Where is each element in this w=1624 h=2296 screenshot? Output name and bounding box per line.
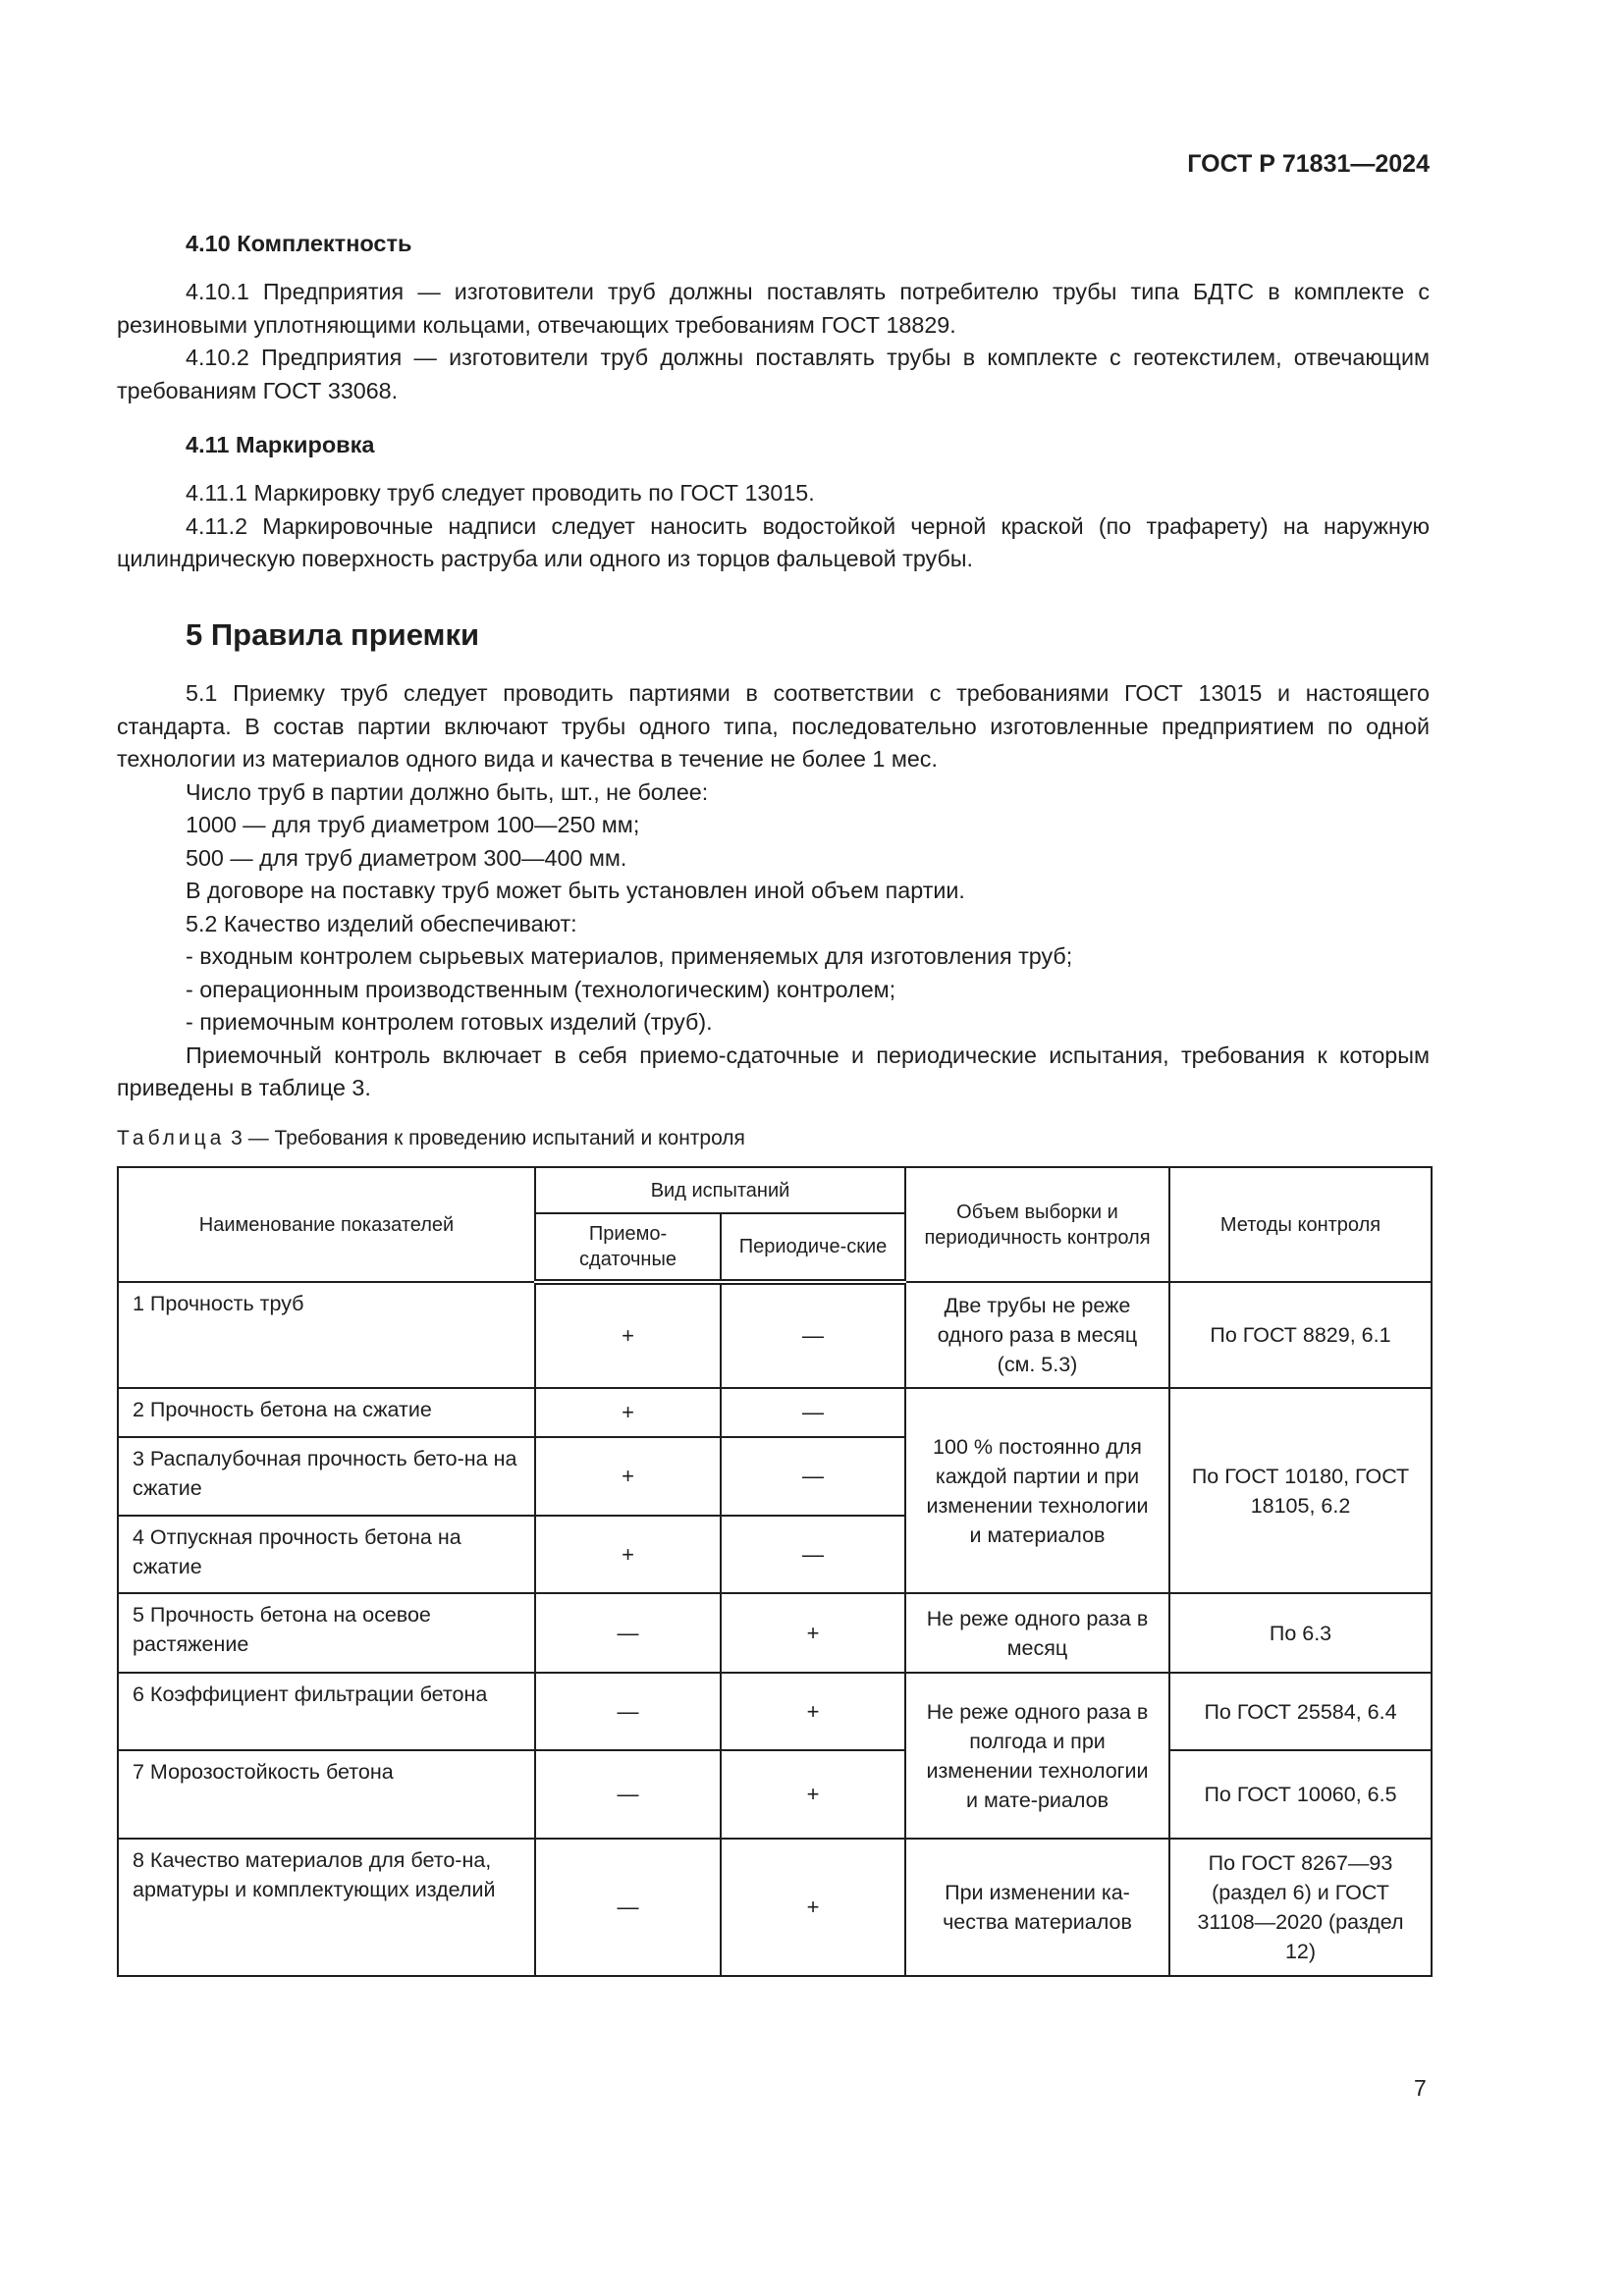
contract-note: В договоре на поставку труб может быть установлен иной объем партии. [186, 878, 965, 903]
row-methods: По 6.3 [1169, 1593, 1432, 1673]
table-row [118, 1593, 1432, 1673]
row-acceptance: + [535, 1516, 721, 1593]
row-periodic: — [721, 1388, 905, 1437]
table-caption [117, 1125, 745, 1152]
row-periodic: — [721, 1282, 905, 1388]
page-number: 7 [1414, 2075, 1427, 2101]
section-5-body [117, 677, 1430, 1105]
row-periodic: + [721, 1593, 905, 1673]
table-row [118, 1839, 1432, 1976]
acceptance-control-paragraph: Приемочный контроль включает в себя приемо-сдаточные и периодические испытания, требования к которым приведены в таблице 3. [117, 1041, 1430, 1100]
section-5-title: 5 Правила приемки [186, 617, 480, 652]
row-periodic: + [721, 1673, 905, 1750]
paragraph-4-11-1: 4.11.1 Маркировку труб следует проводить по ГОСТ 13015. [186, 480, 815, 506]
row-acceptance: — [535, 1839, 721, 1976]
table-caption-text: 3 — Требования к проведению испытаний и контроля [225, 1127, 745, 1149]
bullet-item: - операционным производственным (технологическим) контролем; [186, 976, 896, 1002]
row-methods: По ГОСТ 10060, 6.5 [1169, 1750, 1432, 1839]
bullet-item: - входным контролем сырьевых материалов, применяемых для изготовления труб; [186, 943, 1073, 969]
section-4-10-body [117, 276, 1430, 407]
table-caption-label: Таблица [117, 1127, 226, 1149]
row-name: 8 Качество материалов для бето-на, арматуры и комплектующих изделий [118, 1839, 535, 1976]
paragraph-4-10-1: 4.10.1 Предприятия — изготовители труб должны поставлять потребителю трубы типа БДТС в комплекте с резиновыми уплотняющими кольцами, отвечающих требованиям ГОСТ 18829. [117, 279, 1430, 338]
document-id: ГОСТ Р 71831—2024 [1187, 150, 1430, 178]
paragraph-4-11-2: 4.11.2 Маркировочные надписи следует наносить водостойкой черной краской (по трафарету) на наружную цилиндрическую поверхность раструба или одного из торцов фальцевой трубы. [117, 512, 1430, 571]
header-periodic: Периодиче-ские [721, 1213, 905, 1282]
table-row [118, 1673, 1432, 1750]
row-periodic: + [721, 1750, 905, 1839]
row-periodic: — [721, 1437, 905, 1516]
paragraph-5-2: 5.2 Качество изделий обеспечивают: [186, 910, 577, 936]
row-acceptance: — [535, 1750, 721, 1839]
row-name: 7 Морозостойкость бетона [118, 1750, 535, 1839]
requirements-table [117, 1166, 1433, 1977]
row-sample: Не реже одного раза в месяц [905, 1593, 1169, 1673]
row-methods: По ГОСТ 8267—93 (раздел 6) и ГОСТ 31108—2020 (раздел 12) [1169, 1839, 1432, 1976]
header-sample: Объем выборки и периодичность контроля [905, 1167, 1169, 1282]
row-methods: По ГОСТ 25584, 6.4 [1169, 1673, 1432, 1750]
paragraph-4-10-2: 4.10.2 Предприятия — изготовители труб должны поставлять трубы в комплекте с геотекстилем, отвечающим требованиям ГОСТ 33068. [117, 345, 1430, 403]
row-name: 2 Прочность бетона на сжатие [118, 1388, 535, 1437]
row-name: 4 Отпускная прочность бетона на сжатие [118, 1516, 535, 1593]
row-acceptance: + [535, 1282, 721, 1388]
header-methods: Методы контроля [1169, 1167, 1432, 1282]
row-sample: Две трубы не реже одного раза в месяц (см. 5.3) [905, 1282, 1169, 1388]
row-periodic: — [721, 1516, 905, 1593]
row-sample: 100 % постоянно для каждой партии и при изменении технологии и материалов [905, 1388, 1169, 1593]
row-acceptance: + [535, 1388, 721, 1437]
row-acceptance: — [535, 1593, 721, 1673]
row-acceptance: — [535, 1673, 721, 1750]
row-acceptance: + [535, 1437, 721, 1516]
table-row [118, 1388, 1432, 1437]
section-4-11-body [117, 477, 1430, 576]
batch-count-2: 500 — для труб диаметром 300—400 мм. [186, 844, 627, 871]
batch-count-intro: Число труб в партии должно быть, шт., не более: [186, 778, 709, 805]
row-name: 5 Прочность бетона на осевое растяжение [118, 1593, 535, 1673]
section-4-11-title: 4.11 Маркировка [186, 432, 375, 457]
paragraph-5-1: 5.1 Приемку труб следует проводить партиями в соответствии с требованиями ГОСТ 13015 и настоящего стандарта. В состав партии включают трубы одного типа, последовательно изготовленные предприятием по одной технологии из материалов одного вида и качества в течение не более 1 мес. [117, 680, 1430, 772]
bullet-item: - приемочным контролем готовых изделий (труб). [186, 1009, 713, 1035]
row-sample: Не реже одного раза в полгода и при изменении технологии и мате-риалов [905, 1673, 1169, 1839]
row-name: 3 Распалубочная прочность бето-на на сжатие [118, 1437, 535, 1516]
header-acceptance: Приемо-сдаточные [535, 1213, 721, 1282]
table-row [118, 1750, 1432, 1839]
header-test-kind: Вид испытаний [535, 1167, 905, 1213]
row-methods: По ГОСТ 8829, 6.1 [1169, 1282, 1432, 1388]
row-methods: По ГОСТ 10180, ГОСТ 18105, 6.2 [1169, 1388, 1432, 1593]
row-periodic: + [721, 1839, 905, 1976]
table-row [118, 1282, 1432, 1388]
row-name: 1 Прочность труб [118, 1282, 535, 1388]
batch-count-1: 1000 — для труб диаметром 100—250 мм; [186, 812, 640, 837]
header-name: Наименование показателей [118, 1167, 535, 1282]
row-name: 6 Коэффициент фильтрации бетона [118, 1673, 535, 1750]
row-sample: При изменении ка-чества материалов [905, 1839, 1169, 1976]
section-4-10-title: 4.10 Комплектность [186, 231, 412, 256]
